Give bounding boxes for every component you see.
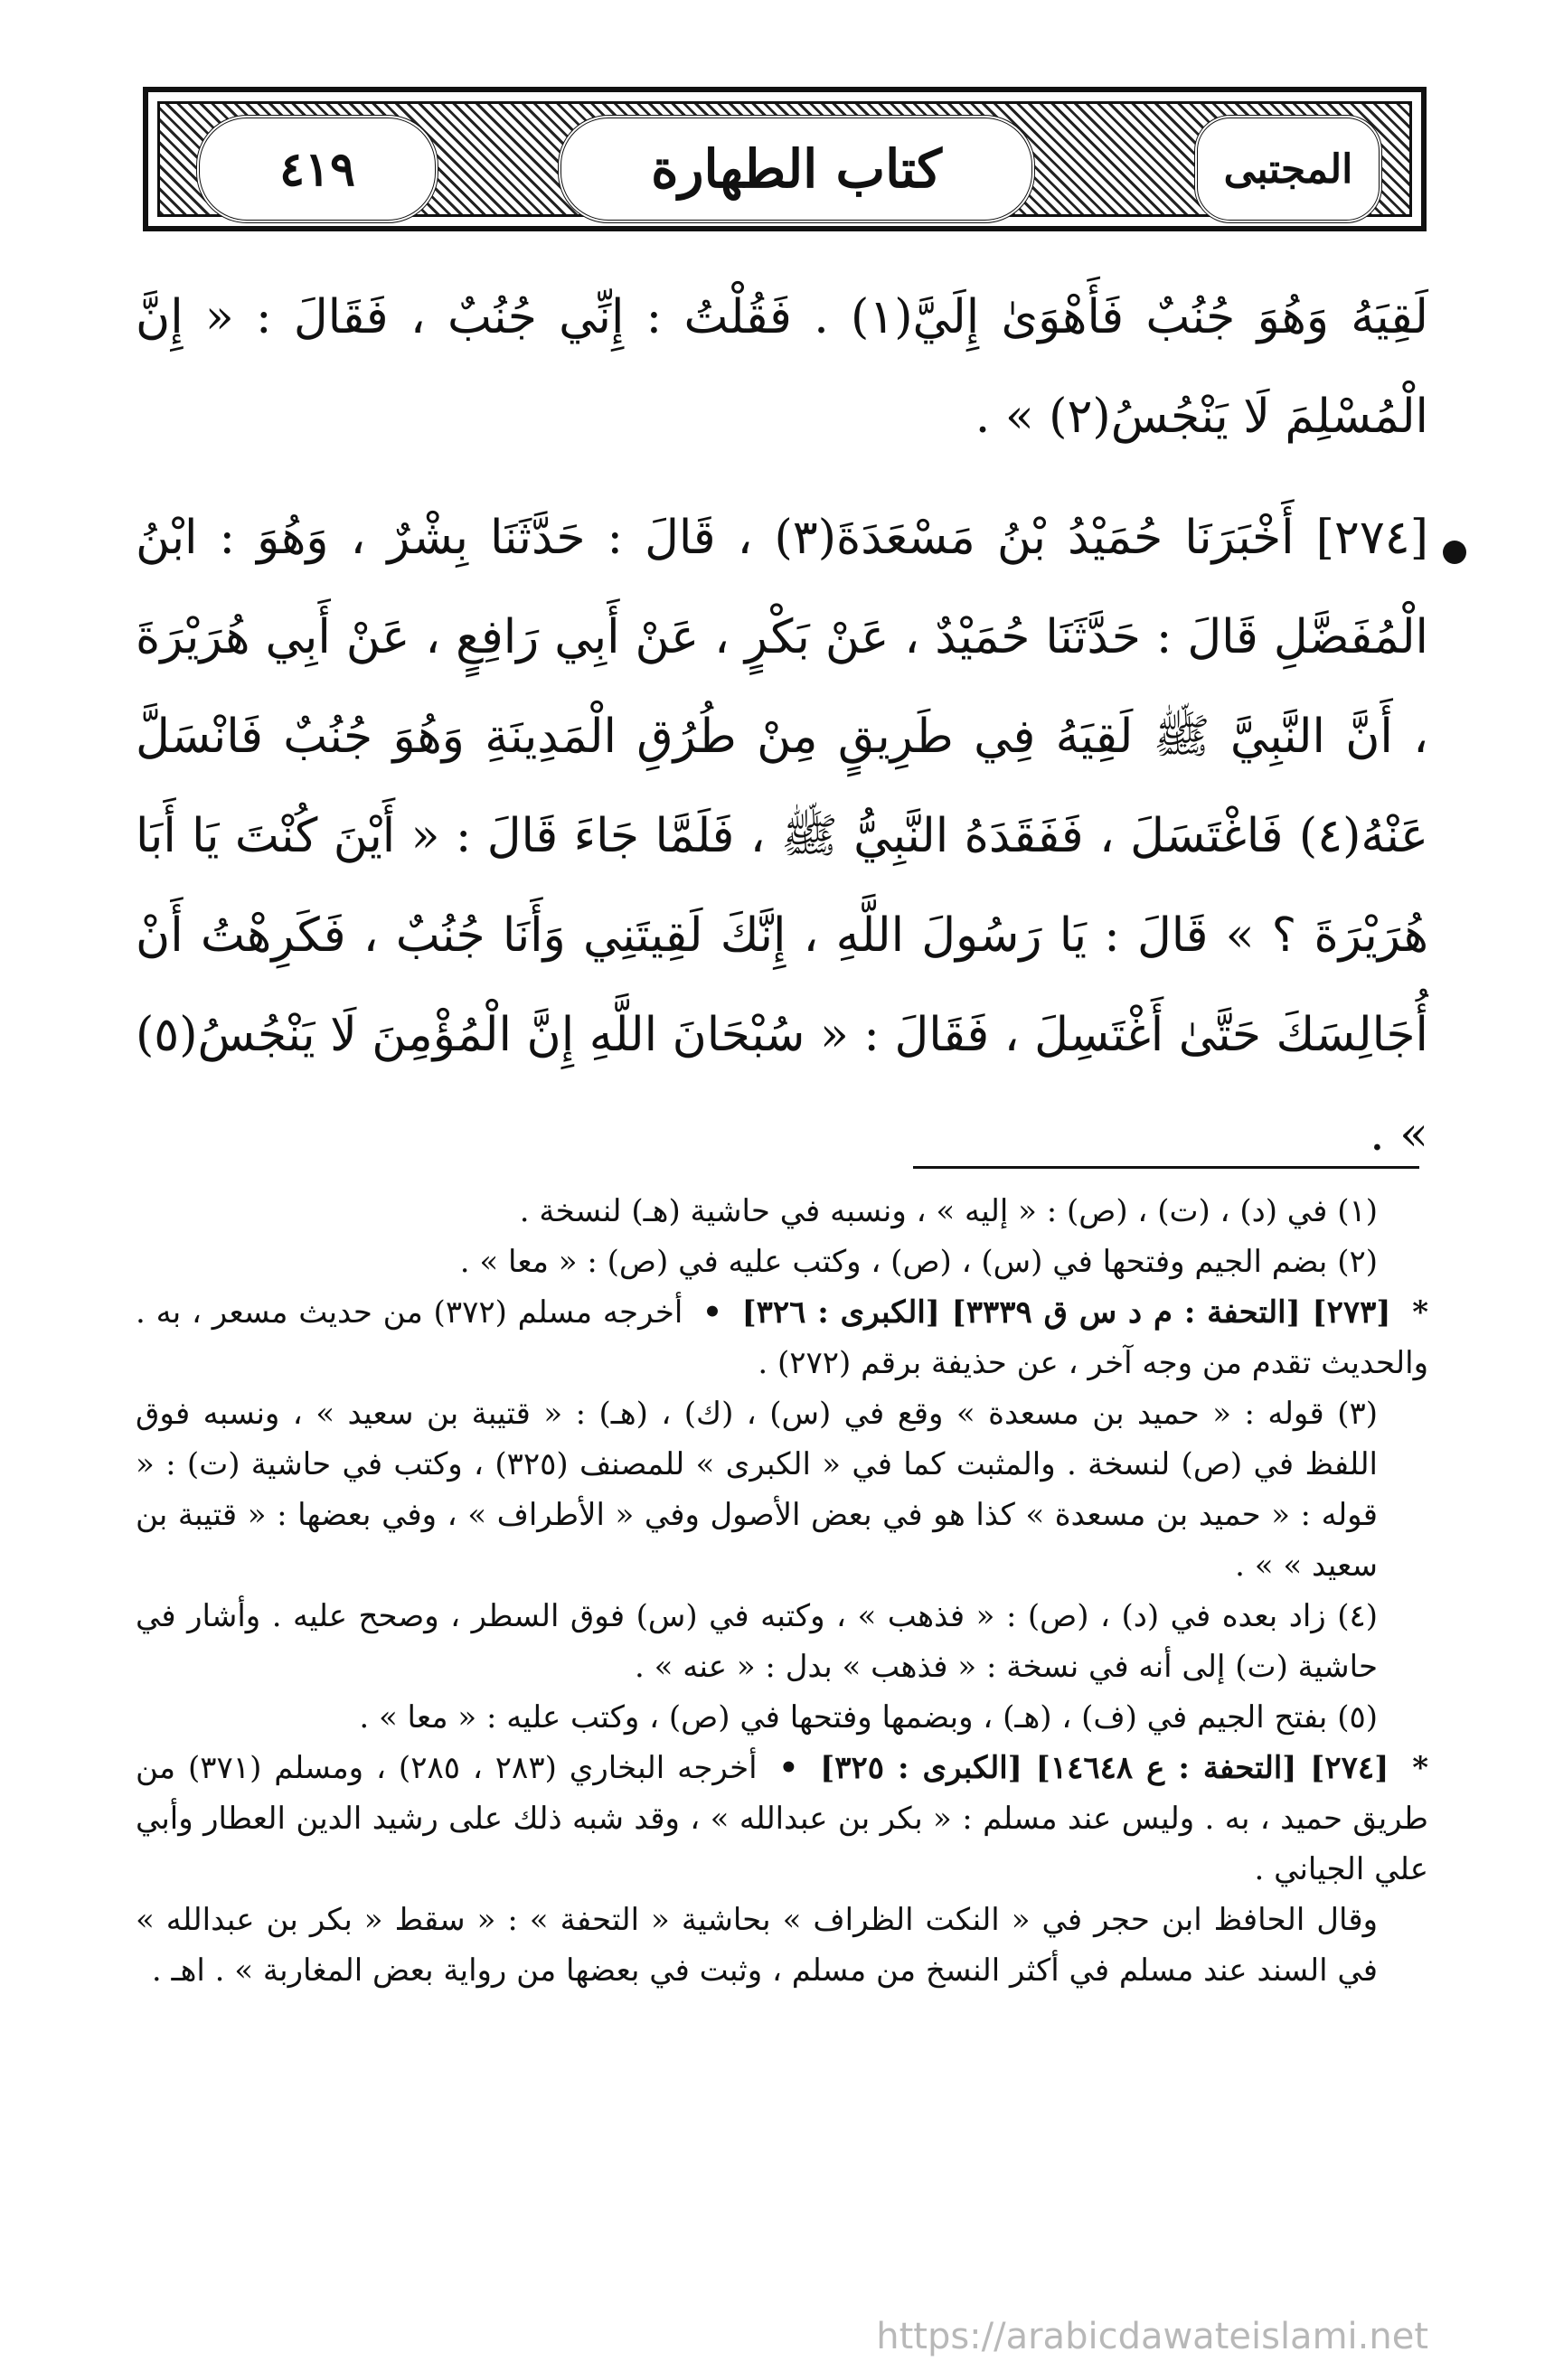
hadith-274: [٢٧٤] أَخْبَرَنَا حُمَيْدُ بْنُ مَسْعَدَةَ(٣) ، قَالَ : حَدَّثَنَا بِشْرٌ ، وَهُوَ : ابْنُ الْمُفَضَّلِ قَالَ : حَدَّثَنَا حُمَيْدٌ ، عَنْ بَكْرٍ ، عَنْ أَبِي رَافِعٍ ، عَنْ أَبِي هُرَيْرَةَ ، أَنَّ النَّبِيَّ ﷺ لَقِيَهُ فِي طَرِيقٍ مِنْ طُرُقِ الْمَدِينَةِ وَهُوَ جُنُبٌ فَانْسَلَّ عَنْهُ(٤) فَاغْتَسَلَ ، فَفَقَدَهُ النَّبِيُّ ﷺ ، فَلَمَّا جَاءَ قَالَ : « أَيْنَ كُنْتَ يَا أَبَا هُرَيْرَةَ ؟ » قَالَ : يَا رَسُولَ اللَّهِ ، إِنَّكَ لَقِيتَنِي وَأَنَا جُنُبٌ ، فَكَرِهْتُ أَنْ أُجَالِسَكَ حَتَّىٰ أَغْتَسِلَ ، فَقَالَ : « سُبْحَانَ اللَّهِ إِنَّ الْمُؤْمِنَ لَا يَنْجُسُ(٥) » . bbox=[136, 511, 1429, 1162]
footnote-divider bbox=[913, 1166, 1419, 1169]
book-title-cartouche bbox=[1194, 115, 1382, 223]
page-number: ٤١٩ bbox=[279, 141, 355, 197]
source-273-reference: [٢٧٣] [التحفة : م د س ق ٣٣٣٩] [الكبرى : ٣٢٦] bbox=[741, 1294, 1391, 1331]
chapter-title-cartouche bbox=[558, 115, 1035, 223]
hadith-continuation: لَقِيَهُ وَهُوَ جُنُبٌ فَأَهْوَىٰ إِلَيَّ(١) . فَقُلْتُ : إِنِّي جُنُبٌ ، فَقَالَ : « إِنَّ الْمُسْلِمَ لَا يَنْجُسُ(٢) » . bbox=[136, 290, 1428, 444]
asterisk-marker: * bbox=[1412, 1294, 1429, 1331]
watermark-url: https://arabicdawateislami.net bbox=[876, 2316, 1428, 2357]
bullet-marker: • bbox=[702, 1294, 722, 1331]
footnote-5: (٥) بفتح الجيم في (ف) ، (هـ) ، وبضمها وفتحها في (ص) ، وكتب عليه : « معا » . bbox=[359, 1699, 1378, 1736]
chapter-title: كتاب الطهارة bbox=[651, 138, 942, 200]
header-ornament bbox=[157, 101, 1412, 217]
source-274-text: أخرجه البخاري (٢٨٣ ، ٢٨٥) ، ومسلم (٣٧١) من طريق حميد ، به . وليس عند مسلم : « بكر بن عبدالله » ، وقد شبه ذلك على رشيد الدين العطار وأبي علي الجياني . bbox=[136, 1750, 1428, 1887]
bullet-marker: • bbox=[778, 1750, 799, 1786]
footnote-3: (٣) قوله : « حميد بن مسعدة » وقع في (س) ، (ك) ، (هـ) : « قتيبة بن سعيد » ، ونسبه فوق اللفظ في (ص) لنسخة . والمثبت كما في « الكبرى » للمصنف (٣٢٥) ، وكتب في حاشية (ت) : « قوله : « حميد بن مسعدة » كذا هو في بعض الأصول وفي « الأطراف » ، وفي بعضها : « قتيبة بن سعيد » » . bbox=[136, 1396, 1378, 1584]
hadith-bullet bbox=[1443, 541, 1466, 564]
footnote-2: (٢) بضم الجيم وفتحها في (س) ، (ص) ، وكتب عليه في (ص) : « معا » . bbox=[459, 1244, 1378, 1280]
book-title: المجتبى bbox=[1223, 146, 1353, 193]
source-274 bbox=[136, 1743, 1428, 1895]
page-number-cartouche bbox=[196, 115, 438, 223]
footnotes bbox=[136, 1186, 1428, 1996]
asterisk-marker: * bbox=[1412, 1750, 1428, 1786]
source-273 bbox=[136, 1287, 1428, 1388]
page-header bbox=[143, 87, 1427, 231]
source-274-note: وقال الحافظ ابن حجر في « النكت الظراف » بحاشية « التحفة » : « سقط « بكر بن عبدالله » في السند عند مسلم في أكثر النسخ من مسلم ، وثبت في بعضها من رواية بعض المغاربة » . اهـ . bbox=[136, 1902, 1378, 1989]
footnote-1: (١) في (د) ، (ت) ، (ص) : « إليه » ، ونسبه في حاشية (هـ) لنسخة . bbox=[519, 1193, 1378, 1229]
source-274-reference: [٢٧٤] [التحفة : ع ١٤٦٤٨] [الكبرى : ٣٢٥] bbox=[820, 1750, 1389, 1786]
source-273-text: أخرجه مسلم (٣٧٢) من حديث مسعر ، به . والحديث تقدم من وجه آخر ، عن حذيفة برقم (٢٧٢) . bbox=[136, 1294, 1428, 1381]
footnote-4: (٤) زاد بعده في (د) ، (ص) : « فذهب » ، وكتبه في (س) فوق السطر ، وصحح عليه . وأشار في حاشية (ت) إلى أنه في نسخة : « فذهب » بدل : « عنه » . bbox=[136, 1598, 1378, 1685]
